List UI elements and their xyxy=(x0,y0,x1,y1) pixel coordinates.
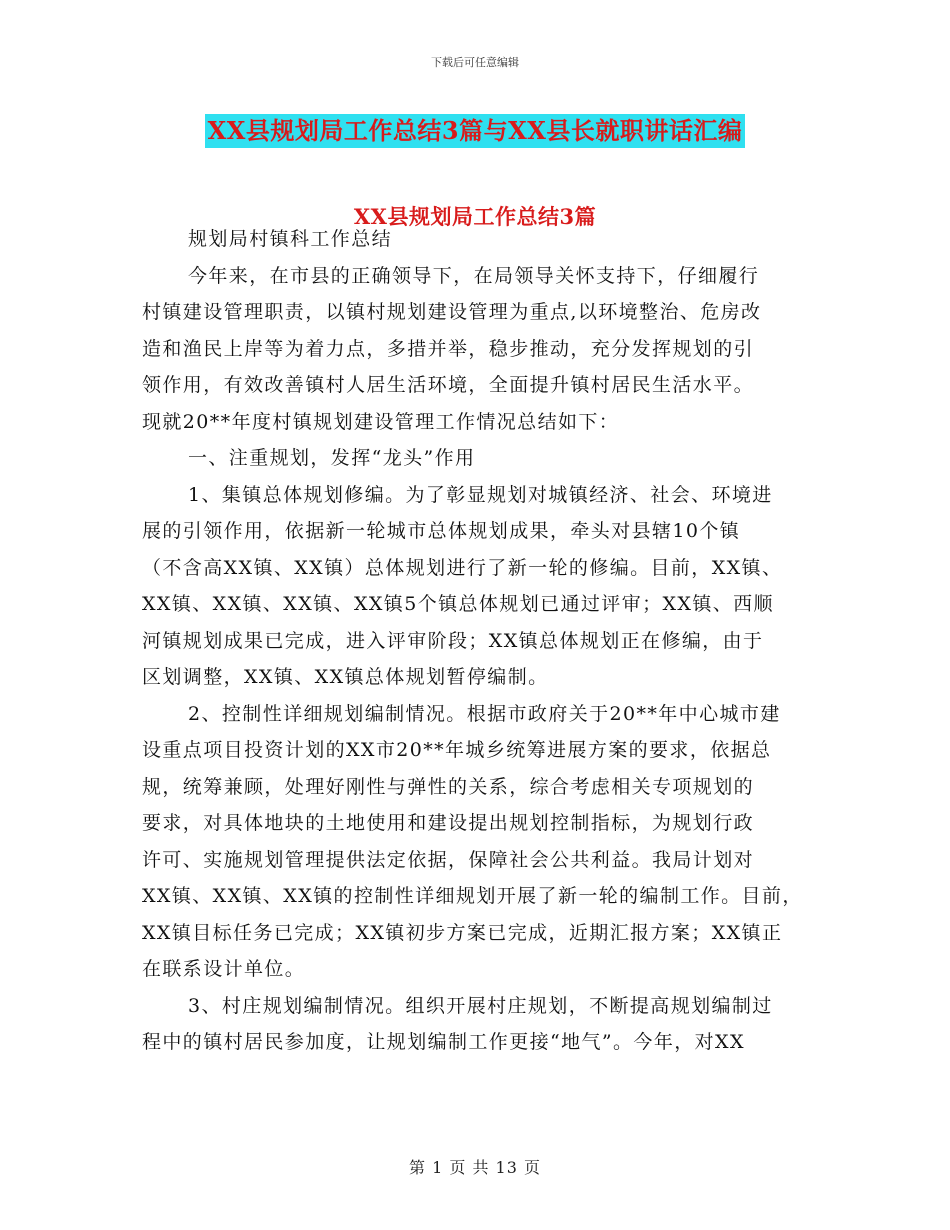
paragraph-line: 一、注重规划，发挥“龙头”作用 xyxy=(188,447,476,469)
paragraph-line: 现就20**年度村镇规划建设管理工作情况总结如下： xyxy=(142,410,620,433)
paragraph-line: 在联系设计单位。 xyxy=(142,958,306,980)
paragraph-line: 许可、实施规划管理提供法定依据，保障社会公共利益。我局计划对 xyxy=(142,848,755,871)
paragraph-line: 造和渔民上岸等为着力点，多措并举，稳步推动，充分发挥规划的引 xyxy=(142,337,755,360)
header-note: 下载后可任意编辑 xyxy=(431,56,519,69)
paragraph-line: 程中的镇村居民参加度，让规划编制工作更接“地气”。今年，对XX xyxy=(142,1031,745,1053)
paragraph-line: XX镇目标任务已完成；XX镇初步方案已完成，近期汇报方案；XX镇正 xyxy=(142,921,783,944)
paragraph-line: 今年来，在市县的正确领导下，在局领导关怀支持下，仔细履行 xyxy=(188,264,760,287)
paragraph-line: 规划局村镇科工作总结 xyxy=(188,228,393,250)
paragraph-line: 展的引领作用，依据新一轮城市总体规划成果，牵头对县辖10个镇 xyxy=(142,520,741,542)
paragraph-line: （不含高XX镇、XX镇）总体规划进行了新一轮的修编。目前，XX镇、 xyxy=(142,556,783,579)
page-number: 第 1 页 共 13 页 xyxy=(409,1158,541,1177)
paragraph-line: 领作用，有效改善镇村人居生活环境，全面提升镇村居民生活水平。 xyxy=(142,374,755,396)
paragraph-line: 要求，对具体地块的土地使用和建设提出规划控制指标，为规划行政 xyxy=(142,812,755,834)
paragraph-line: XX镇、XX镇、XX镇、XX镇5个镇总体规划已通过评审；XX镇、西顺 xyxy=(142,593,774,615)
paragraph-line: 区划调整，XX镇、XX镇总体规划暂停编制。 xyxy=(142,666,549,688)
paragraph-line: 村镇建设管理职责，以镇村规划建设管理为重点,以环境整治、危房改 xyxy=(142,301,762,323)
paragraph-line: 3、村庄规划编制情况。组织开展村庄规划，不断提高规划编制过 xyxy=(188,994,773,1017)
paragraph-line: 1、集镇总体规划修编。为了彰显规划对城镇经济、社会、环境进 xyxy=(188,483,773,506)
document-title xyxy=(0,114,950,148)
paragraph-line: 规，统筹兼顾，处理好刚性与弹性的关系，综合考虑相关专项规划的 xyxy=(142,775,755,798)
paragraph-line: XX镇、XX镇、XX镇的控制性详细规划开展了新一轮的编制工作。目前， xyxy=(142,885,803,907)
document-title-text: XX县规划局工作总结3篇与XX县长就职讲话汇编 xyxy=(205,114,746,148)
paragraph-line: 2、控制性详细规划编制情况。根据市政府关于20**年中心城市建 xyxy=(188,702,781,725)
paragraph-line: 设重点项目投资计划的XX市20**年城乡统筹进展方案的要求，依据总 xyxy=(142,739,772,761)
body-text xyxy=(142,221,822,1061)
section-title: XX县规划局工作总结3篇 xyxy=(353,204,597,229)
paragraph-line: 河镇规划成果已完成，进入评审阶段；XX镇总体规划正在修编，由于 xyxy=(142,629,764,652)
